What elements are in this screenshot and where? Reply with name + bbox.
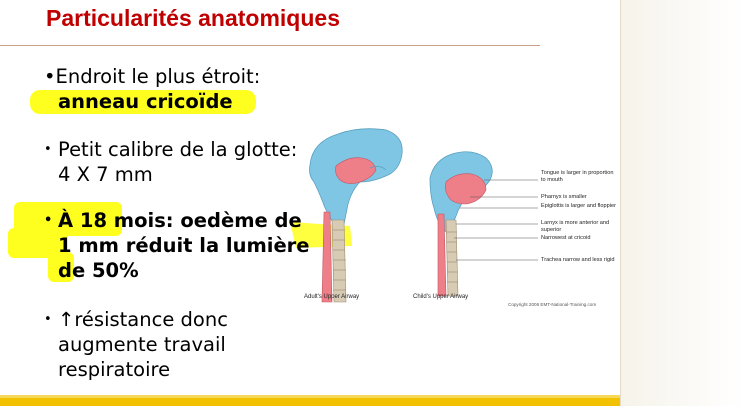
figure-label: Trachea narrow and less rigid [541, 257, 615, 263]
figure-label: Narrowest at cricoid [541, 235, 591, 241]
bullet-marker: • [44, 65, 56, 88]
bullet-text: résistance donc augmente travail respiratoire [58, 308, 228, 381]
figure-label: Pharnyx is smaller [541, 194, 587, 200]
arrow-up-icon: ↑ [58, 308, 75, 331]
bullet-text-bold: anneau cricoïde [58, 90, 233, 113]
copyright-text: Copyright 2006 EMT-National-Training.com [508, 302, 597, 307]
footer-bar [0, 398, 620, 406]
bullet-item [44, 64, 304, 114]
slide-title: Particularités anatomiques [46, 5, 340, 31]
adult-caption: Adult's Upper Airway [304, 294, 360, 300]
figure-label: Epiglottis is larger and floppier [541, 203, 616, 209]
bullet-marker: • [44, 213, 53, 228]
side-panel [620, 0, 745, 406]
bullet-text: Petit calibre de la glotte: 4 X 7 mm [58, 138, 298, 186]
child-caption: Child's Upper Airway [413, 294, 469, 300]
bullet-marker: • [44, 142, 52, 157]
airway-figure [300, 120, 618, 320]
figure-label: Tongue is larger in proportion to mouth [541, 170, 614, 183]
adult-airway-illustration [310, 129, 403, 302]
figure-label: Larnyx is more anterior and superior [541, 220, 610, 233]
bullet-text: Endroit le plus étroit: [55, 65, 261, 88]
bullet-text: À 18 mois: oedème de 1 mm réduit la lumière de 50% [58, 209, 310, 282]
bullet-marker: • [44, 312, 52, 327]
